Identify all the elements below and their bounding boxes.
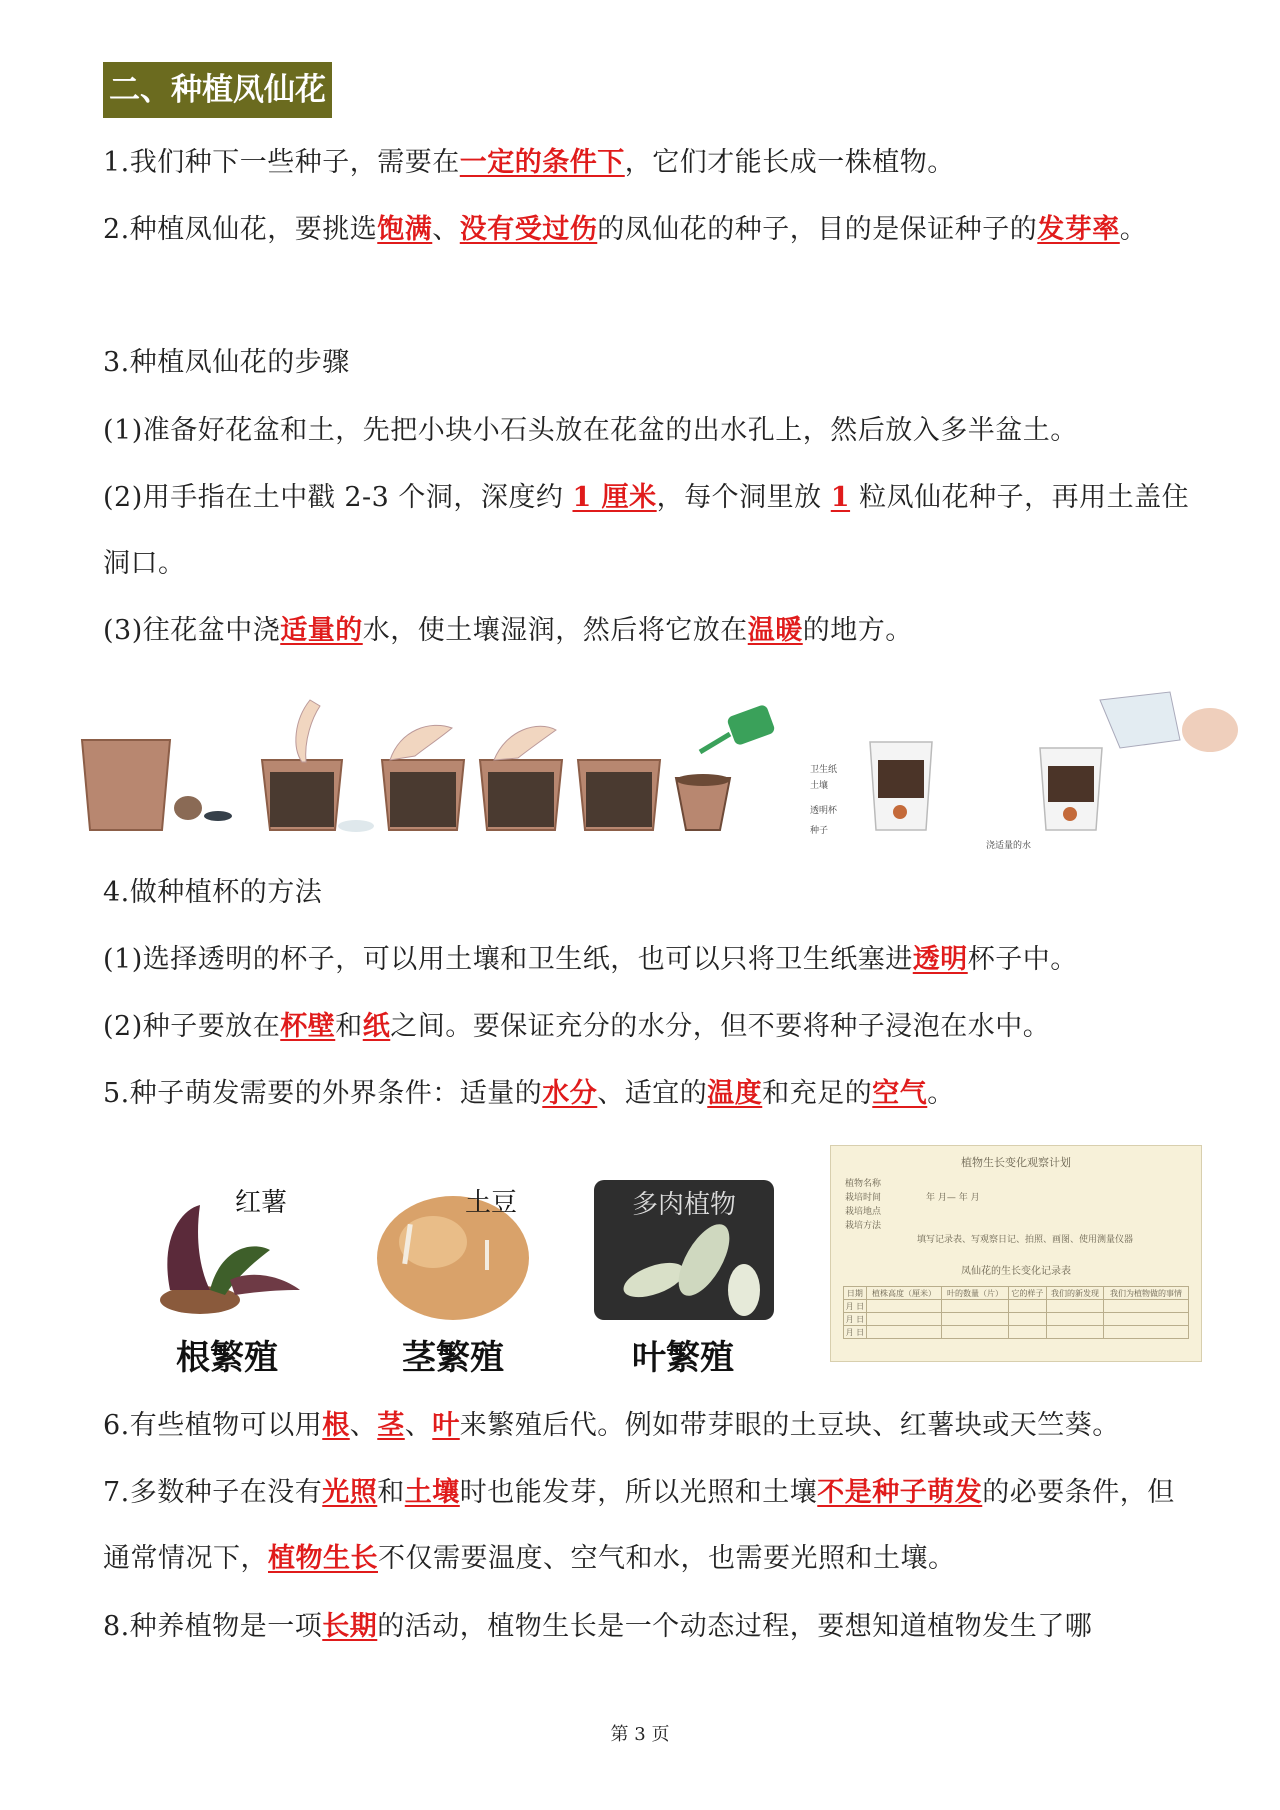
paragraph-text: 5.种子萌发需要的外界条件：适量的 bbox=[103, 1078, 543, 1109]
cup-label-cup: 透明杯 bbox=[810, 806, 838, 816]
paragraph-text: 粒凤仙花种子，再用土盖住洞口。 bbox=[103, 482, 1190, 579]
paragraph-text: 的活动，植物生长是一个动态过程，要想知道植物发生了哪 bbox=[377, 1611, 1093, 1642]
empty-pot-icon bbox=[82, 740, 170, 830]
plan-row-method: 栽培方法 bbox=[845, 1221, 882, 1231]
hand-icon bbox=[1182, 708, 1238, 752]
table-cell: 月 日 bbox=[844, 1326, 867, 1339]
cup-label-water: 浇适量的水 bbox=[986, 841, 1032, 851]
answer-highlight: 水分 bbox=[542, 1078, 598, 1109]
answer-highlight: 叶 bbox=[432, 1410, 460, 1441]
answer-highlight: 透明 bbox=[912, 944, 968, 975]
answer-highlight: 饱满 bbox=[377, 214, 433, 245]
answer-highlight: 空气 bbox=[872, 1078, 928, 1109]
paragraph-5 bbox=[103, 1061, 1193, 1127]
table-header: 植株高度（厘米） bbox=[866, 1287, 942, 1300]
paragraph-text: 。 bbox=[1119, 214, 1148, 245]
plan-row-place: 栽培地点 bbox=[845, 1207, 882, 1217]
paragraph-text: 的凤仙花的种子，目的是保证种子的 bbox=[597, 214, 1038, 245]
sweet-potato-caption: 红薯 bbox=[235, 1188, 288, 1218]
hand-icon bbox=[390, 725, 452, 760]
cup-label-seed: 种子 bbox=[810, 826, 829, 836]
paragraph-6 bbox=[103, 1393, 1193, 1459]
answer-highlight: 温度 bbox=[707, 1078, 763, 1109]
hand-icon bbox=[494, 726, 556, 760]
plan-table-title: 凤仙花的生长变化记录表 bbox=[961, 1266, 1071, 1277]
paragraph-text: (2)种子要放在 bbox=[103, 1011, 281, 1042]
paragraph-8 bbox=[103, 1594, 1193, 1660]
paragraph-text: 7.多数种子在没有 bbox=[103, 1477, 323, 1508]
answer-highlight: 杯壁 bbox=[280, 1011, 336, 1042]
answer-highlight: 不是种子萌发 bbox=[817, 1477, 983, 1508]
table-header: 日期 bbox=[844, 1287, 867, 1300]
paragraph-text: (1)准备好花盆和土，先把小块小石头放在花盆的出水孔上，然后放入多半盆土。 bbox=[103, 415, 1078, 446]
paragraph-4-step-2 bbox=[103, 994, 1193, 1060]
soil-lump-icon bbox=[174, 796, 202, 820]
paragraph-text: 4.做种植杯的方法 bbox=[103, 877, 323, 908]
table-header: 叶的数量（片） bbox=[942, 1287, 1008, 1300]
sweet-potato-photo bbox=[140, 1180, 320, 1320]
cup-label-tissue: 卫生纸 bbox=[810, 765, 838, 775]
answer-highlight: 茎 bbox=[377, 1410, 405, 1441]
pebbles-icon bbox=[204, 811, 232, 821]
paragraph-3-step-3 bbox=[103, 598, 1193, 664]
paragraph-2 bbox=[103, 197, 1193, 263]
paragraph-text: 的地方。 bbox=[802, 615, 913, 646]
leaf-reproduction-label: 叶繁殖 bbox=[632, 1338, 734, 1378]
plan-method-value: 填写记录表、写观察日记、拍照、画图、使用测量仪器 bbox=[917, 1235, 1134, 1245]
answer-highlight: 长期 bbox=[322, 1611, 378, 1642]
paragraph-text: 和充足的 bbox=[762, 1078, 873, 1109]
page-number: 第 3 页 bbox=[610, 1724, 670, 1745]
answer-highlight: 一定的条件下 bbox=[459, 147, 625, 178]
paragraph-text: 1.我们种下一些种子，需要在 bbox=[103, 147, 460, 178]
pouring-cup-icon bbox=[1100, 692, 1180, 748]
seed-icon bbox=[1063, 807, 1077, 821]
table-header: 我们为植物做的事情 bbox=[1104, 1287, 1189, 1300]
answer-highlight: 适量的 bbox=[280, 615, 363, 646]
answer-highlight: 温暖 bbox=[747, 615, 803, 646]
paragraph-3-step-1 bbox=[103, 398, 1193, 464]
paragraph-text: (1)选择透明的杯子，可以用土壤和卫生纸，也可以只将卫生纸塞进 bbox=[103, 944, 913, 975]
answer-highlight: 1 厘米 bbox=[572, 482, 657, 513]
paragraph-text: 、 bbox=[349, 1410, 378, 1441]
paragraph-4-step-1 bbox=[103, 927, 1193, 993]
paragraph-text: 水，使土壤湿润，然后将它放在 bbox=[362, 615, 748, 646]
answer-highlight: 土壤 bbox=[404, 1477, 460, 1508]
paragraph-text: 6.有些植物可以用 bbox=[103, 1410, 323, 1441]
succulent-photo bbox=[594, 1180, 774, 1320]
paragraph-text: 之间。要保证充分的水分，但不要将种子浸泡在水中。 bbox=[390, 1011, 1051, 1042]
answer-highlight: 没有受过伤 bbox=[459, 214, 598, 245]
answer-highlight: 1 bbox=[830, 482, 851, 513]
paragraph-text: 、适宜的 bbox=[597, 1078, 708, 1109]
plan-title: 植物生长变化观察计划 bbox=[961, 1156, 1071, 1169]
answer-highlight: 植物生长 bbox=[268, 1543, 378, 1574]
table-cell: 月 日 bbox=[844, 1300, 867, 1313]
stem-reproduction-label: 茎繁殖 bbox=[402, 1338, 504, 1378]
paragraph-text: (2)用手指在土中戳 2-3 个洞，深度约 bbox=[103, 482, 573, 513]
paragraph-1 bbox=[103, 130, 1193, 196]
paragraph-text: 2.种植凤仙花，要挑选 bbox=[103, 214, 378, 245]
paragraph-text: 。 bbox=[927, 1078, 955, 1109]
plan-row-name: 植物名称 bbox=[845, 1179, 882, 1189]
growth-record-table bbox=[843, 1286, 1189, 1339]
root-reproduction-label: 根繁殖 bbox=[176, 1338, 278, 1378]
answer-highlight: 根 bbox=[322, 1410, 350, 1441]
answer-highlight: 光照 bbox=[322, 1477, 378, 1508]
succulent-caption: 多肉植物 bbox=[632, 1190, 737, 1220]
seed-icon bbox=[893, 805, 907, 819]
table-cell: 月 日 bbox=[844, 1313, 867, 1326]
plan-row-time: 栽培时间 bbox=[845, 1193, 882, 1203]
observation-plan-card bbox=[830, 1145, 1202, 1362]
paragraph-text: 来繁殖后代。例如带芽眼的土豆块、红薯块或天竺葵。 bbox=[459, 1410, 1120, 1441]
planting-steps-illustration bbox=[80, 690, 1240, 860]
plan-time-value: 年 月— 年 月 bbox=[926, 1193, 980, 1203]
paragraph-text: 和 bbox=[377, 1477, 405, 1508]
paragraph-text: 、 bbox=[404, 1410, 433, 1441]
paragraph-text: 的必要条件，但通常情况下， bbox=[103, 1477, 1175, 1574]
paragraph-text: 、 bbox=[432, 214, 460, 245]
paragraph-text: ，每个洞里放 bbox=[656, 482, 831, 513]
watering-can-icon bbox=[726, 704, 776, 747]
paragraph-text: 不仅需要温度、空气和水，也需要光照和土壤。 bbox=[378, 1543, 956, 1574]
hand-icon bbox=[296, 700, 320, 762]
section-title: 二、种植凤仙花 bbox=[103, 62, 332, 118]
paragraph-3-heading bbox=[103, 330, 1193, 396]
table-header: 它的样子 bbox=[1008, 1287, 1046, 1300]
potato-photo bbox=[365, 1180, 545, 1320]
answer-highlight: 纸 bbox=[362, 1011, 391, 1042]
paragraph-text: 杯子中。 bbox=[967, 944, 1078, 975]
paragraph-text: 时也能发芽，所以光照和土壤 bbox=[459, 1477, 818, 1508]
paragraph-text: (3)往花盆中浇 bbox=[103, 615, 281, 646]
paragraph-text: 和 bbox=[335, 1011, 363, 1042]
answer-highlight: 发芽率 bbox=[1037, 214, 1120, 245]
paragraph-text: ，它们才能长成一株植物。 bbox=[624, 147, 955, 178]
seed-packet-icon bbox=[338, 820, 374, 832]
paragraph-7 bbox=[103, 1460, 1193, 1592]
potato-caption: 土豆 bbox=[465, 1188, 518, 1218]
paragraph-text: 8.种养植物是一项 bbox=[103, 1611, 323, 1642]
cup-label-soil: 土壤 bbox=[810, 781, 829, 791]
paragraph-3-step-2 bbox=[103, 465, 1193, 597]
paragraph-text: 3.种植凤仙花的步骤 bbox=[103, 347, 350, 378]
paragraph-4-heading bbox=[103, 860, 1193, 926]
table-header: 我们的新发现 bbox=[1047, 1287, 1104, 1300]
